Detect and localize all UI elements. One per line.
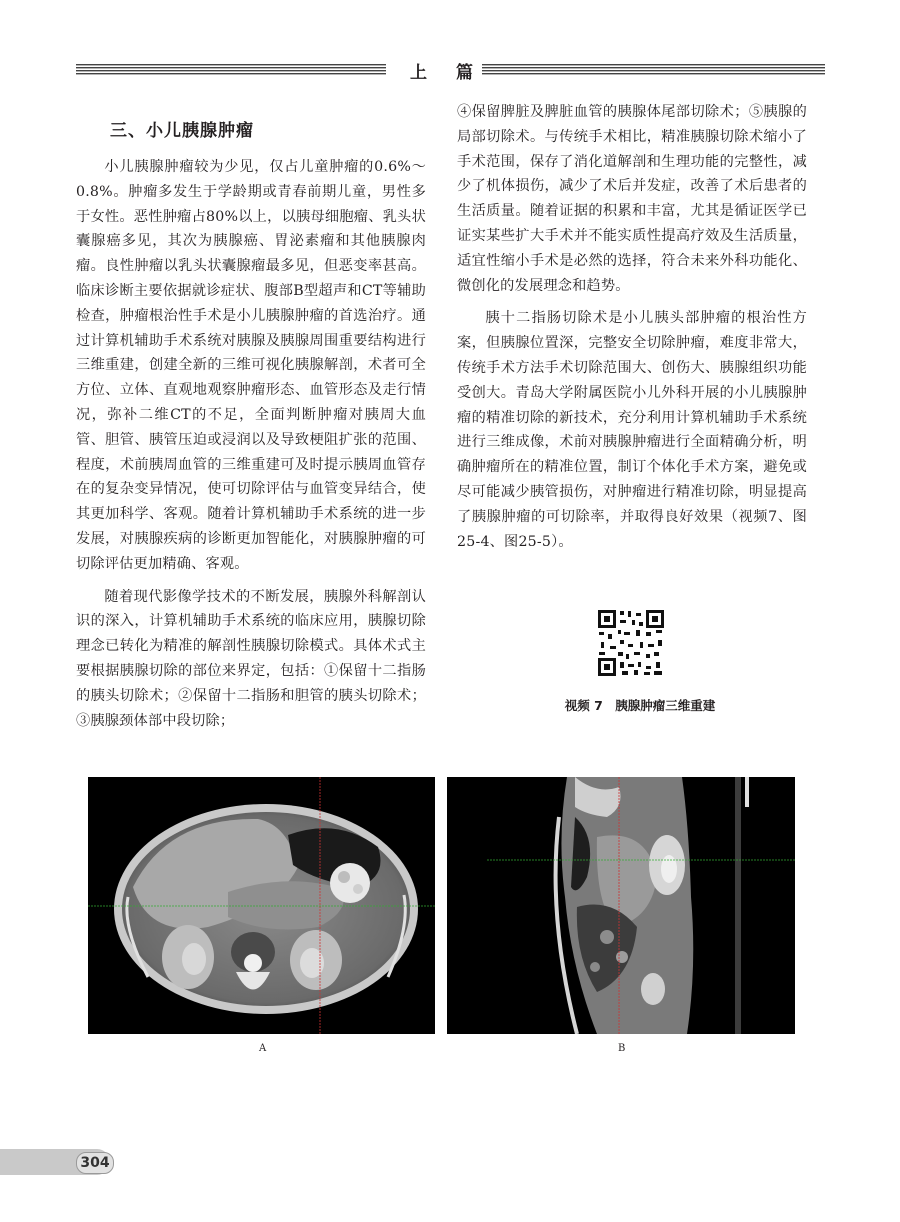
section-title: 三、小儿胰腺肿瘤 [110,121,254,141]
right-column [457,100,807,562]
page-number: 304 [76,1152,114,1174]
header-rule-left [76,64,386,75]
header-rule-right [482,64,825,75]
ct-figure-a-axial [88,777,435,1034]
left-column [76,112,426,741]
right-paragraph-1: ④保留脾脏及脾脏血管的胰腺体尾部切除术；⑤胰腺的局部切除术。与传统手术相比，精准胰腺切除术缩小了手术范围，保存了消化道解剖和生理功能的完整性，减少了机体损伤，减少了术后并发症，改善了术后患者的生活质量。随着证据的积累和丰富，尤其是循证医学已证实某些扩大手术并不能实质性提高疗效及生活质量，适宜性缩小手术是必然的选择，符合未来外科功能化、微创化的发展理念和趋势。 [457,104,807,294]
left-paragraph-2: 随着现代影像学技术的不断发展，胰腺外科解剖认识的深入，计算机辅助手术系统的临床应用，胰腺切除理念已转化为精准的解剖性胰腺切除模式。具体术式主要根据胰腺切除的部位来界定，包括：①保留十二指肠的胰头切除术；②保留十二指肠和胆管的胰头切除术；③胰腺颈体部中段切除； [76,588,426,729]
header-part-char2: 篇 [456,63,473,83]
figure-label-a: A [259,1043,267,1054]
figure-label-b: B [618,1043,626,1054]
ct-figure-b-sagittal [447,777,795,1034]
video-qr-code[interactable] [596,608,666,678]
right-paragraph-2: 胰十二指肠切除术是小儿胰头部肿瘤的根治性方案，但胰腺位置深，完整安全切除肿瘤，难度非常大，传统手术方法手术切除范围大、创伤大、胰腺组织功能受创大。青岛大学附属医院小儿外科开展的小儿胰腺肿瘤的精准切除的新技术，充分利用计算机辅助手术系统进行三维成像，术前对胰腺肿瘤进行全面精确分析，明确肿瘤所在的精准位置，制订个体化手术方案，避免或尽可能减少胰管损伤，对肿瘤进行精准切除，明显提高了胰腺肿瘤的可切除率，并取得良好效果（视频7、图25-4、图25-5）。 [457,310,807,550]
header-part-char1: 上 [410,63,427,83]
video-caption: 视频 7 胰腺肿瘤三维重建 [564,698,716,713]
left-paragraph-1: 小儿胰腺肿瘤较为少见，仅占儿童肿瘤的0.6%～0.8%。肿瘤多发生于学龄期或青春前期儿童，男性多于女性。恶性肿瘤占80%以上，以胰母细胞瘤、乳头状囊腺癌多见，其次为胰腺癌、胃泌素瘤和其他胰腺肉瘤。良性肿瘤以乳头状囊腺瘤最多见，但恶变率甚高。临床诊断主要依据就诊症状、腹部B型超声和CT等辅助检查，肿瘤根治性手术是小儿胰腺肿瘤的首选治疗。通过计算机辅助手术系统对胰腺及胰腺周围重要结构进行三维重建，创建全新的三维可视化胰腺解剖，术者可全方位、立体、直观地观察肿瘤形态、血管形态及走行情况，弥补二维CT的不足，全面判断肿瘤对胰周大血管、胆管、胰管压迫或浸润以及导致梗阻扩张的范围、程度，术前胰周血管的三维重建可及时提示胰周血管存在的复杂变异情况，使可切除评估与血管变异结合，使其更加科学、客观。随着计算机辅助手术系统的进一步发展，对胰腺疾病的诊断更加智能化，对胰腺肿瘤的可切除评估更加精确、客观。 [76,159,426,572]
